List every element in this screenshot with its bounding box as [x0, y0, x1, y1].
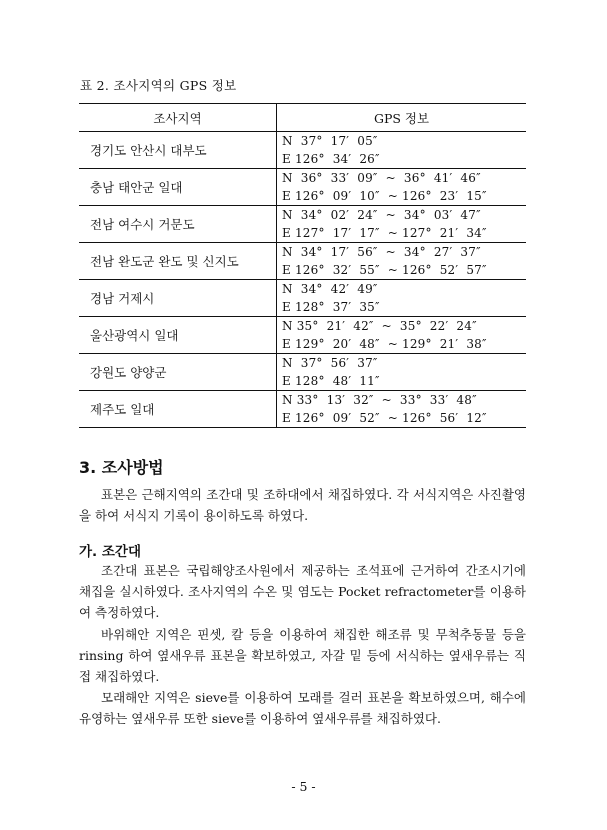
- longitude-cell: E 126° 09′ 10″ ~ 126° 23′ 15″: [277, 187, 527, 206]
- table-row: [79, 391, 526, 410]
- longitude-cell: E 128° 48′ 11″: [277, 372, 527, 391]
- latitude-cell: N 36° 33′ 09″ ~ 36° 41′ 46″: [282, 171, 481, 185]
- location-cell: 충남 태안군 일대: [79, 169, 277, 206]
- table-row: [79, 132, 526, 151]
- latitude-cell: N 34° 02′ 24″ ~ 34° 03′ 47″: [282, 208, 481, 222]
- table-row: [79, 206, 526, 225]
- latitude-cell: N 34° 42′ 49″: [282, 282, 378, 296]
- latitude-cell: N 37° 56′ 37″: [282, 356, 378, 370]
- location-cell: 전남 여수시 거문도: [79, 206, 277, 243]
- latitude-cell: N 33° 13′ 32″ ~ 33° 33′ 48″: [282, 393, 477, 407]
- header-location: 조사지역: [79, 104, 277, 132]
- table-row: [79, 169, 526, 188]
- table-caption: 표 2. 조사지역의 GPS 정보: [80, 78, 237, 93]
- table-row: [79, 280, 526, 299]
- location-cell: 경남 거제시: [79, 280, 277, 317]
- gps-table: [79, 103, 526, 428]
- longitude-cell: E 127° 17′ 17″ ~ 127° 21′ 34″: [277, 224, 527, 243]
- location-cell: 강원도 양양군: [79, 354, 277, 391]
- longitude-cell: E 128° 37′ 35″: [277, 298, 527, 317]
- latitude-cell: N 37° 17′ 05″: [282, 134, 378, 148]
- longitude-cell: E 126° 32′ 55″ ~ 126° 52′ 57″: [277, 261, 527, 280]
- section-paragraph: 표본은 근해지역의 조간대 및 조하대에서 채집하였다. 각 서식지역은 사진촬영을 하여 서식지 기록이 용이하도록 하였다.: [79, 487, 526, 523]
- latitude-cell: N 34° 17′ 56″ ~ 34° 27′ 37″: [282, 245, 481, 259]
- page-number: - 5 -: [291, 779, 316, 794]
- table-row: [79, 243, 526, 262]
- longitude-cell: E 126° 34′ 26″: [277, 150, 527, 169]
- location-cell: 제주도 일대: [79, 391, 277, 428]
- table-header-row: [79, 104, 526, 132]
- location-cell: 경기도 안산시 대부도: [79, 132, 277, 169]
- table-row: [79, 317, 526, 336]
- body-paragraph: 조간대 표본은 국립해양조사원에서 제공하는 조석표에 근거하여 간조시기에 채집을 실시하였다. 조사지역의 수온 및 염도는 Pocket refractometer를 이용하여 측정하였다.: [79, 563, 526, 620]
- header-gps: GPS 정보: [277, 104, 527, 132]
- section-heading: 3. 조사방법: [79, 458, 164, 477]
- latitude-cell: N 35° 21′ 42″ ~ 35° 22′ 24″: [282, 319, 477, 333]
- longitude-cell: E 126° 09′ 52″ ~ 126° 56′ 12″: [277, 409, 527, 428]
- location-cell: 울산광역시 일대: [79, 317, 277, 354]
- table-row: [79, 354, 526, 373]
- subsection-heading: 가. 조간대: [79, 544, 141, 560]
- location-cell: 전남 완도군 완도 및 신지도: [79, 243, 277, 280]
- longitude-cell: E 129° 20′ 48″ ~ 129° 21′ 38″: [277, 335, 527, 354]
- body-paragraph: 모래해안 지역은 sieve를 이용하여 모래를 걸러 표본을 확보하였으며, 해수에 유영하는 옆새우류 또한 sieve를 이용하여 옆새우류를 채집하였다.: [79, 690, 526, 726]
- body-paragraph: 바위해안 지역은 핀셋, 칼 등을 이용하여 채집한 해조류 및 무척추동물 등을 rinsing 하여 옆새우류 표본을 확보하였고, 자갈 밑 등에 서식하는 옆새우류는 직접 채집하였다.: [79, 627, 526, 684]
